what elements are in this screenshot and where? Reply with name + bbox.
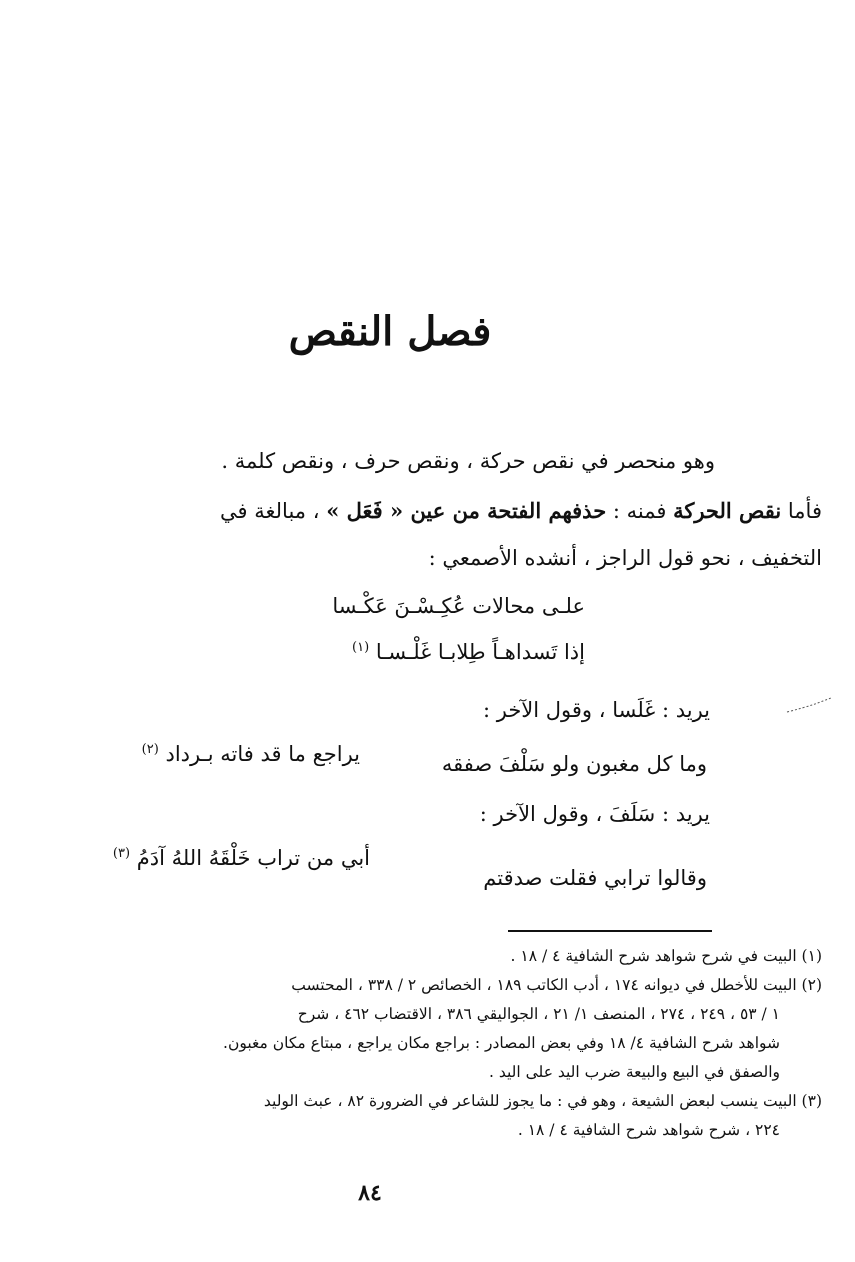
footnote-2-cont-3: والصفق في البيع والبيعة ضرب اليد على اليد . [489, 1063, 780, 1081]
footnote-3-cont-1: ٢٢٤ ، شرح شواهد شرح الشافية ٤ / ١٨ . [517, 1121, 780, 1139]
footnote-1: (١) البيت في شرح شواهد شرح الشافية ٤ / ١٨ . [510, 947, 822, 965]
footnote-2-cont-2: شواهد شرح الشافية ٤/ ١٨ وفي بعض المصادر : براجع مكان يراجع ، مبتاع مكان مغبون. [223, 1034, 780, 1052]
para1-middle: فمنه : [612, 499, 667, 523]
text-salafa: يريد : سَلَفَ ، وقول الآخر : [479, 802, 710, 826]
verse1-line2-text: إذا تَسداهـاً طِلابـا غَلْـسـا [375, 640, 585, 664]
verse3-hemistich2-text: أبي من تراب خَلْقَهُ اللهُ آدَمُ [136, 846, 370, 870]
footnotes [32, 942, 822, 1145]
page-number: ٨٤ [358, 1180, 382, 1206]
footnote-mark-3: (٣) [112, 846, 131, 861]
verse2-hemistich2 [142, 742, 360, 766]
verse1-line2 [352, 640, 585, 664]
verse3-hemistich2 [113, 846, 370, 870]
chapter-title: فصل النقص [288, 308, 492, 355]
footnote-mark-2: (٢) [141, 742, 159, 757]
para1-prefix: فأما [787, 499, 822, 523]
footnote-separator [508, 930, 712, 932]
verse3-hemistich1: وقالوا ترابي فقلت صدقتم [483, 866, 707, 890]
footnote-3: (٣) البيت ينسب لبعض الشيعة ، وهو في : ما يجوز للشاعر في الضرورة ٨٢ ، عبث الوليد [263, 1092, 822, 1110]
footnote-mark-1: (١) [352, 640, 370, 655]
verse2-hemistich2-text: يراجع ما قد فاته بـرداد [165, 742, 360, 766]
verse2-hemistich1: وما كل مغبون ولو سَلْفَ صفقه [441, 752, 707, 776]
para1-bold-rule: حذفهم الفتحة من عين « فَعَل » [326, 498, 607, 523]
text-ghalasa: يريد : غَلَسا ، وقول الآخر : [482, 698, 710, 722]
intro-paragraph: وهو منحصر في نقص حركة ، ونقص حرف ، ونقص كلمة . [221, 449, 715, 473]
para1-bold-term: نقص الحركة [673, 498, 782, 523]
scan-artifact-mark [785, 696, 833, 716]
para1-suffix: ، مبالغة في [220, 499, 320, 523]
footnote-2: (٢) البيت للأخطل في ديوانه ١٧٤ ، أدب الكاتب ١٨٩ ، الخصائص ٢ / ٣٣٨ ، المحتسب [291, 976, 822, 994]
paragraph-line2: التخفيف ، نحو قول الراجز ، أنشده الأصمعي : [428, 546, 822, 570]
paragraph-vowel-deletion [52, 497, 822, 525]
footnote-2-cont-1: ١ / ٥٣ ، ٢٤٩ ، ٢٧٤ ، المنصف ١/ ٢١ ، الجواليقي ٣٨٦ ، الاقتضاب ٤٦٢ ، شرح [297, 1005, 780, 1023]
verse1-line1: علـى محالات عُكِـسْـنَ عَكْـسا [332, 594, 585, 618]
